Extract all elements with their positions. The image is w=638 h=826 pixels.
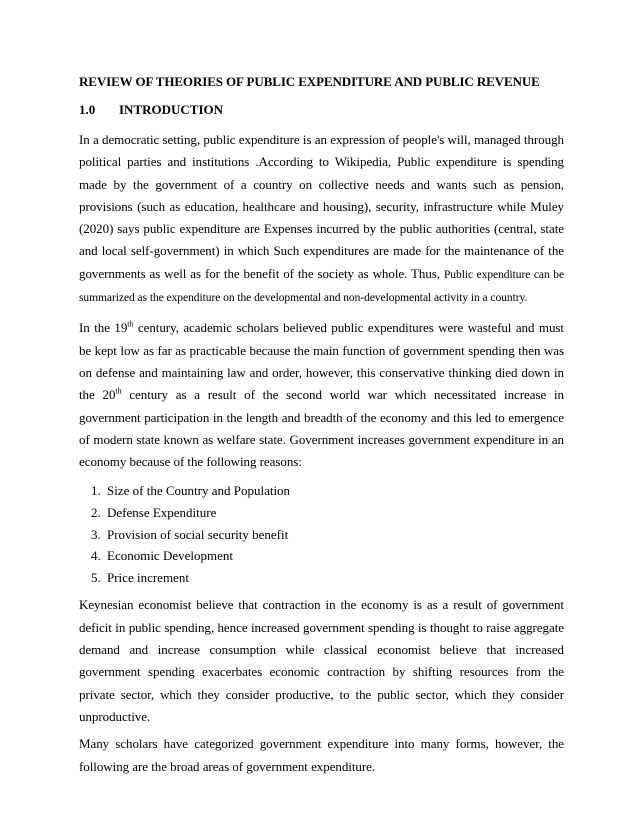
list-item-number: 1. bbox=[91, 483, 101, 499]
keynesian-paragraph: Keynesian economist believe that contraction in the economy is as a result of government deficit in public spending, hence increased government spending is thought to raise aggregate demand and increase consumption while classical economist believe that increased government spending exacerbates economic contraction by shifting resources from the private sector, which they consider productive, to the public sector, which they consider unproductive. bbox=[79, 597, 564, 724]
reasons-list bbox=[79, 480, 564, 588]
document-title: REVIEW OF THEORIES OF PUBLIC EXPENDITURE AND PUBLIC REVENUE bbox=[79, 74, 540, 89]
list-item bbox=[79, 545, 564, 567]
history-text-1: In the 19 bbox=[79, 320, 128, 336]
history-text-3: century as a result of the second world war which necessitated increase in government participation in the length and breadth of the economy and this led to emergence of modern state known as welfare state. Government increases government expenditure in an economy because of the following reasons: bbox=[79, 387, 564, 470]
history-paragraph bbox=[79, 317, 564, 473]
list-item-text: Economic Development bbox=[107, 548, 233, 564]
list-item-text: Size of the Country and Population bbox=[107, 483, 291, 499]
intro-paragraph-summary: Public expenditure can be summarized as the expenditure on the developmental and non-developmental activity in a country. bbox=[79, 268, 564, 305]
intro-paragraph-main: In a democratic setting, public expenditure is an expression of people's will, managed through political parties and institutions .According to Wikipedia, Public expenditure is spending made by the government of a country on collective needs and wants such as pension, provisions (such as education, healthcare and housing), security, infrastructure while Muley (2020) says public expenditure are Expenses incurred by the public authorities (central, state and local self-government) in which Such expenditures are made for the maintenance of the governments as well as for the benefit of the society as whole. Thus, bbox=[79, 132, 564, 281]
list-item-number: 4. bbox=[91, 548, 101, 564]
list-item bbox=[79, 524, 564, 546]
list-item-text: Provision of social security benefit bbox=[107, 526, 289, 542]
section-number: 1.0 bbox=[79, 102, 96, 117]
list-item-number: 3. bbox=[91, 526, 101, 542]
document-body bbox=[79, 74, 564, 778]
list-item-text: Price increment bbox=[107, 569, 189, 585]
list-item-text: Defense Expenditure bbox=[107, 505, 217, 521]
section-title: INTRODUCTION bbox=[119, 102, 224, 117]
list-item-number: 2. bbox=[91, 505, 101, 521]
history-text-2: century, academic scholars believed public expenditures were wasteful and must be kept low as far as practicable because the main function of government spending then was on defense and maintaining law and order, however, this conservative thinking died down in the 20 bbox=[79, 320, 564, 403]
categories-paragraph: Many scholars have categorized government expenditure into many forms, however, the following are the broad areas of government expenditure. bbox=[79, 736, 564, 774]
list-item-number: 5. bbox=[91, 569, 101, 585]
list-item bbox=[79, 567, 564, 589]
list-item bbox=[79, 480, 564, 502]
list-item bbox=[79, 502, 564, 524]
section-heading bbox=[79, 102, 564, 118]
superscript-th: th bbox=[127, 320, 134, 330]
intro-paragraph bbox=[79, 129, 564, 309]
superscript-th: th bbox=[115, 386, 122, 396]
